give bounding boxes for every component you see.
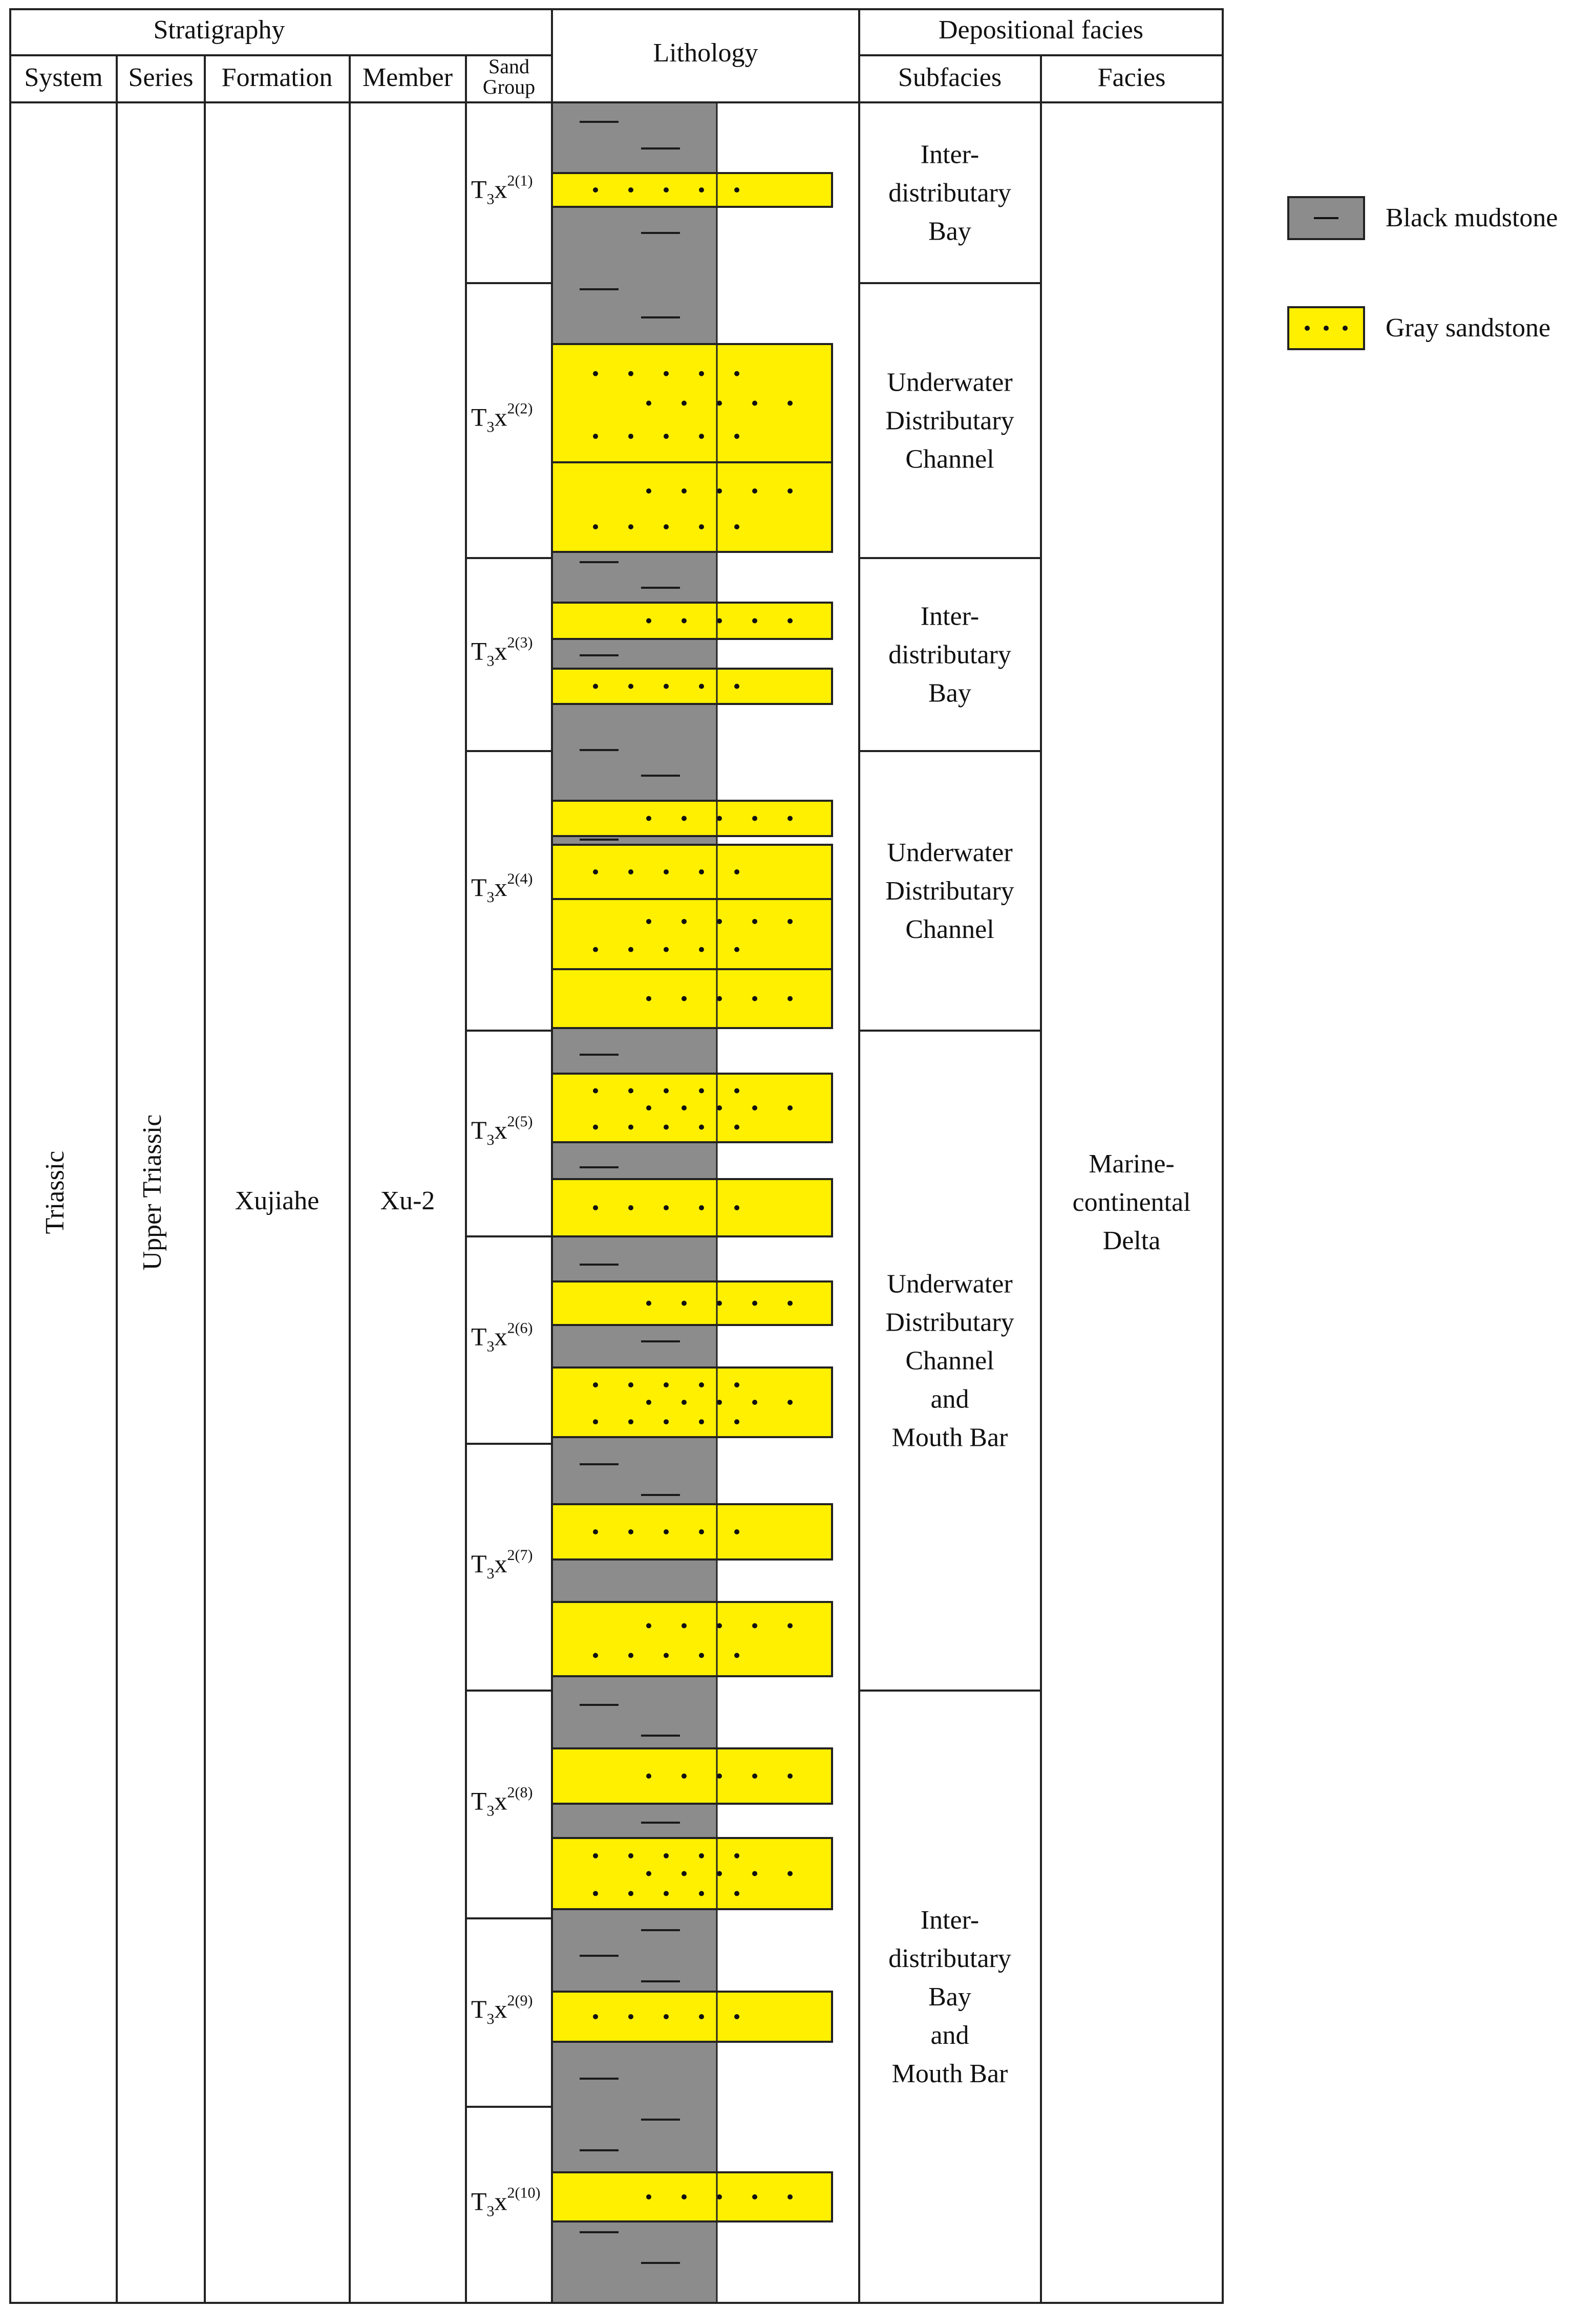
sandstone-bed	[552, 899, 832, 969]
sandstone-dot	[664, 869, 669, 874]
sand-group-label: $T_3x^{2(2)}$	[471, 400, 533, 436]
sandstone-dot	[646, 1623, 651, 1628]
sandstone-dot	[628, 1205, 633, 1210]
sandstone-dot	[664, 1088, 669, 1094]
sandstone-dot	[628, 2014, 633, 2019]
legend-item-sandstone	[1288, 307, 1550, 349]
sandstone-dot	[752, 1871, 757, 1876]
sandstone-dot	[734, 1382, 739, 1387]
subfacies-label-line: Underwater	[887, 368, 1013, 397]
system-label: Triassic	[40, 1150, 70, 1234]
sandstone-dot	[699, 1853, 704, 1858]
sandstone-dot	[593, 1891, 598, 1896]
sandstone-dot	[664, 1419, 669, 1424]
sandstone-dot	[734, 434, 739, 439]
subfacies-label-line: distributary	[888, 178, 1011, 208]
sandstone-dot	[699, 371, 704, 376]
sandstone-dot	[752, 816, 757, 821]
sandstone-dot	[664, 187, 669, 193]
sandstone-dot	[682, 1773, 687, 1779]
subfacies-label-line: Bay	[928, 1982, 971, 2012]
sandstone-bed	[552, 462, 832, 552]
sandstone-dot	[628, 1088, 633, 1094]
sand-group-label: $T_3x^{2(3)}$	[471, 634, 533, 670]
sandstone-dot	[752, 2194, 757, 2199]
sandstone-dot	[628, 1653, 633, 1658]
sandstone-dot	[664, 1853, 669, 1858]
sandstone-dot	[593, 1125, 598, 1130]
sandstone-dot	[699, 434, 704, 439]
sandstone-dot	[699, 2014, 704, 2019]
sandstone-dot	[788, 1773, 793, 1779]
sandstone-dot	[646, 488, 651, 494]
sandstone-dot	[734, 1125, 739, 1130]
subfacies-label-line: Underwater	[887, 1269, 1013, 1299]
sandstone-dot	[788, 1105, 793, 1110]
subfacies-label-line: Underwater	[887, 838, 1013, 867]
sand-group-label: $T_3x^{2(7)}$	[471, 1547, 533, 1582]
sandstone-dot	[699, 524, 704, 529]
member-label: Xu-2	[380, 1186, 435, 1215]
sandstone-dot	[682, 1871, 687, 1876]
sandstone-dot	[682, 919, 687, 924]
sandstone-dot	[682, 996, 687, 1001]
sandstone-dot	[646, 401, 651, 406]
sandstone-dot	[734, 1653, 739, 1658]
sand-group-label: $T_3x^{2(6)}$	[471, 1319, 533, 1355]
sandstone-dot	[699, 869, 704, 874]
subfacies-label-line: Mouth Bar	[891, 2059, 1008, 2088]
sandstone-dot	[664, 947, 669, 952]
subfacies-label-line: Inter-	[920, 1906, 980, 1935]
sandstone-dot	[734, 371, 739, 376]
sandstone-dot	[664, 1125, 669, 1130]
sandstone-dot	[593, 1205, 598, 1210]
legend-label-sandstone: Gray sandstone	[1386, 313, 1551, 343]
sandstone-dot	[788, 401, 793, 406]
sandstone-dot	[788, 1871, 793, 1876]
sandstone-dot	[752, 401, 757, 406]
sandstone-dot	[628, 684, 633, 689]
sandstone-dot	[699, 1529, 704, 1534]
sandstone-dot	[664, 371, 669, 376]
sandstone-dot	[646, 1301, 651, 1306]
sandstone-dot	[664, 1529, 669, 1534]
sandstone-dot	[788, 996, 793, 1001]
subfacies-label-line: distributary	[888, 640, 1011, 670]
sandstone-dot	[593, 1382, 598, 1387]
sand-group-label: $T_3x^{2(1)}$	[471, 172, 533, 208]
sandstone-dot	[752, 1773, 757, 1779]
sandstone-dot	[628, 1891, 633, 1896]
sandstone-dot	[752, 1400, 757, 1405]
sand-group-label: $T_3x^{2(4)}$	[471, 870, 533, 906]
sandstone-dot	[682, 488, 687, 494]
sandstone-dot	[788, 618, 793, 624]
sandstone-dot	[646, 816, 651, 821]
facies-label	[1072, 1149, 1190, 1255]
sandstone-swatch-dot	[1305, 326, 1310, 331]
sandstone-dot	[699, 1891, 704, 1896]
sandstone-dot	[628, 371, 633, 376]
sandstone-dot	[699, 187, 704, 193]
legend-item-mudstone	[1288, 197, 1558, 239]
sandstone-dot	[593, 1529, 598, 1534]
subfacies-labels	[885, 140, 1014, 2089]
header-lithology: Lithology	[653, 38, 758, 68]
subfacies-label-line: Inter-	[920, 140, 980, 169]
sandstone-dot	[593, 947, 598, 952]
sandstone-dot	[734, 1853, 739, 1858]
sandstone-dot	[734, 947, 739, 952]
sandstone-dot	[682, 1400, 687, 1405]
sand-group-label: $T_3x^{2(5)}$	[471, 1113, 533, 1148]
sandstone-swatch-dot	[1343, 326, 1348, 331]
sandstone-dot	[699, 1382, 704, 1387]
header-sand-group-line1: Sand	[488, 55, 529, 78]
subfacies-label-line: Distributary	[885, 877, 1014, 906]
sandstone-dot	[682, 618, 687, 624]
sandstone-dot	[664, 1653, 669, 1658]
sandstone-dot	[593, 434, 598, 439]
subfacies-label-line: Channel	[905, 1346, 994, 1376]
sandstone-dot	[664, 1382, 669, 1387]
sandstone-dot	[734, 187, 739, 193]
sandstone-dot	[699, 1088, 704, 1094]
sandstone-dot	[682, 401, 687, 406]
header-system: System	[24, 63, 103, 92]
sandstone-dot	[646, 1773, 651, 1779]
header-subfacies: Subfacies	[898, 63, 1002, 92]
sandstone-dot	[664, 684, 669, 689]
sandstone-dot	[734, 1529, 739, 1534]
facies-label-line: Marine-	[1089, 1149, 1175, 1179]
sandstone-dot	[788, 1400, 793, 1405]
sandstone-dot	[699, 684, 704, 689]
sandstone-dot	[646, 618, 651, 624]
subfacies-label-line: Bay	[928, 678, 971, 708]
legend-label-mudstone: Black mudstone	[1386, 203, 1558, 232]
header-stratigraphy: Stratigraphy	[153, 15, 285, 45]
sandstone-dot	[734, 869, 739, 874]
sandstone-dot	[628, 1382, 633, 1387]
sandstone-dot	[699, 1653, 704, 1658]
header-series: Series	[128, 63, 194, 92]
sandstone-dot	[752, 618, 757, 624]
sand-group-label: $T_3x^{2(10)}$	[471, 2184, 541, 2220]
sandstone-dot	[646, 1871, 651, 1876]
sandstone-dot	[593, 371, 598, 376]
sandstone-dot	[752, 1623, 757, 1628]
sandstone-dot	[734, 684, 739, 689]
sandstone-dot	[752, 1105, 757, 1110]
sandstone-dot	[664, 524, 669, 529]
sandstone-dot	[628, 869, 633, 874]
formation-label: Xujiahe	[235, 1186, 320, 1215]
sandstone-dot	[646, 919, 651, 924]
sandstone-dot	[593, 869, 598, 874]
sandstone-dot	[628, 1853, 633, 1858]
sandstone-dot	[682, 1301, 687, 1306]
sandstone-dot	[788, 488, 793, 494]
sandstone-dot	[699, 1205, 704, 1210]
sandstone-dot	[788, 2194, 793, 2199]
sandstone-dot	[593, 2014, 598, 2019]
sandstone-dot	[699, 1419, 704, 1424]
sandstone-dot	[593, 1853, 598, 1858]
sandstone-dot	[593, 187, 598, 193]
sand-group-label: $T_3x^{2(8)}$	[471, 1784, 533, 1820]
sandstone-dot	[646, 2194, 651, 2199]
sandstone-dot	[628, 1529, 633, 1534]
sandstone-dot	[682, 816, 687, 821]
sandstone-dot	[628, 187, 633, 193]
sandstone-dot	[593, 524, 598, 529]
sandstone-dot	[734, 1891, 739, 1896]
header-sand-group-line2: Group	[482, 75, 536, 98]
sandstone-dot	[628, 524, 633, 529]
subfacies-label-line: Mouth Bar	[891, 1423, 1008, 1452]
sandstone-dot	[752, 1301, 757, 1306]
sandstone-dot	[788, 1301, 793, 1306]
header-facies: Facies	[1097, 63, 1166, 92]
sandstone-dot	[646, 1400, 651, 1405]
header-member: Member	[362, 63, 453, 92]
sandstone-dot	[682, 2194, 687, 2199]
sandstone-dot	[664, 434, 669, 439]
sandstone-dot	[734, 1088, 739, 1094]
sandstone-bed	[552, 1602, 832, 1676]
subfacies-label-line: Channel	[905, 915, 994, 944]
header-formation: Formation	[221, 63, 333, 92]
facies-label-line: continental	[1072, 1188, 1191, 1217]
subfacies-label-line: Channel	[905, 444, 994, 474]
sandstone-dot	[664, 1891, 669, 1896]
sandstone-dot	[752, 996, 757, 1001]
subfacies-label-line: distributary	[888, 1944, 1011, 1973]
sandstone-dot	[699, 947, 704, 952]
sandstone-swatch-dot	[1324, 326, 1329, 331]
header-depositional-facies: Depositional facies	[939, 15, 1143, 45]
subfacies-label-line: and	[930, 1384, 969, 1414]
sandstone-dot	[646, 996, 651, 1001]
sandstone-dot	[628, 947, 633, 952]
sand-group-label: $T_3x^{2(9)}$	[471, 1992, 533, 2027]
sandstone-dot	[788, 919, 793, 924]
sandstone-dot	[593, 1088, 598, 1094]
subfacies-label-line: Inter-	[920, 602, 980, 631]
sandstone-dot	[734, 524, 739, 529]
sandstone-dot	[682, 1623, 687, 1628]
sandstone-dot	[593, 1653, 598, 1658]
sandstone-dot	[593, 684, 598, 689]
sandstone-dot	[752, 919, 757, 924]
sandstone-dot	[664, 2014, 669, 2019]
sandstone-dot	[788, 816, 793, 821]
facies-label-line: Delta	[1102, 1226, 1161, 1255]
sandstone-dot	[593, 1419, 598, 1424]
subfacies-label-line: and	[930, 2021, 969, 2050]
legend	[1288, 197, 1558, 349]
sandstone-dot	[628, 434, 633, 439]
sandstone-dot	[734, 2014, 739, 2019]
sandstone-dot	[699, 1125, 704, 1130]
sandstone-dot	[664, 1205, 669, 1210]
sandstone-dot	[734, 1419, 739, 1424]
subfacies-label-line: Distributary	[885, 406, 1014, 436]
sand-group-labels	[471, 173, 541, 2220]
sandstone-dot	[628, 1419, 633, 1424]
sandstone-dot	[752, 488, 757, 494]
sandstone-dot	[682, 1105, 687, 1110]
series-label: Upper Triassic	[138, 1114, 167, 1271]
sandstone-dot	[734, 1205, 739, 1210]
sandstone-dot	[628, 1125, 633, 1130]
subfacies-label-line: Bay	[928, 217, 971, 246]
subfacies-label-line: Distributary	[885, 1308, 1014, 1337]
sandstone-dot	[788, 1623, 793, 1628]
sandstone-dot	[646, 1105, 651, 1110]
